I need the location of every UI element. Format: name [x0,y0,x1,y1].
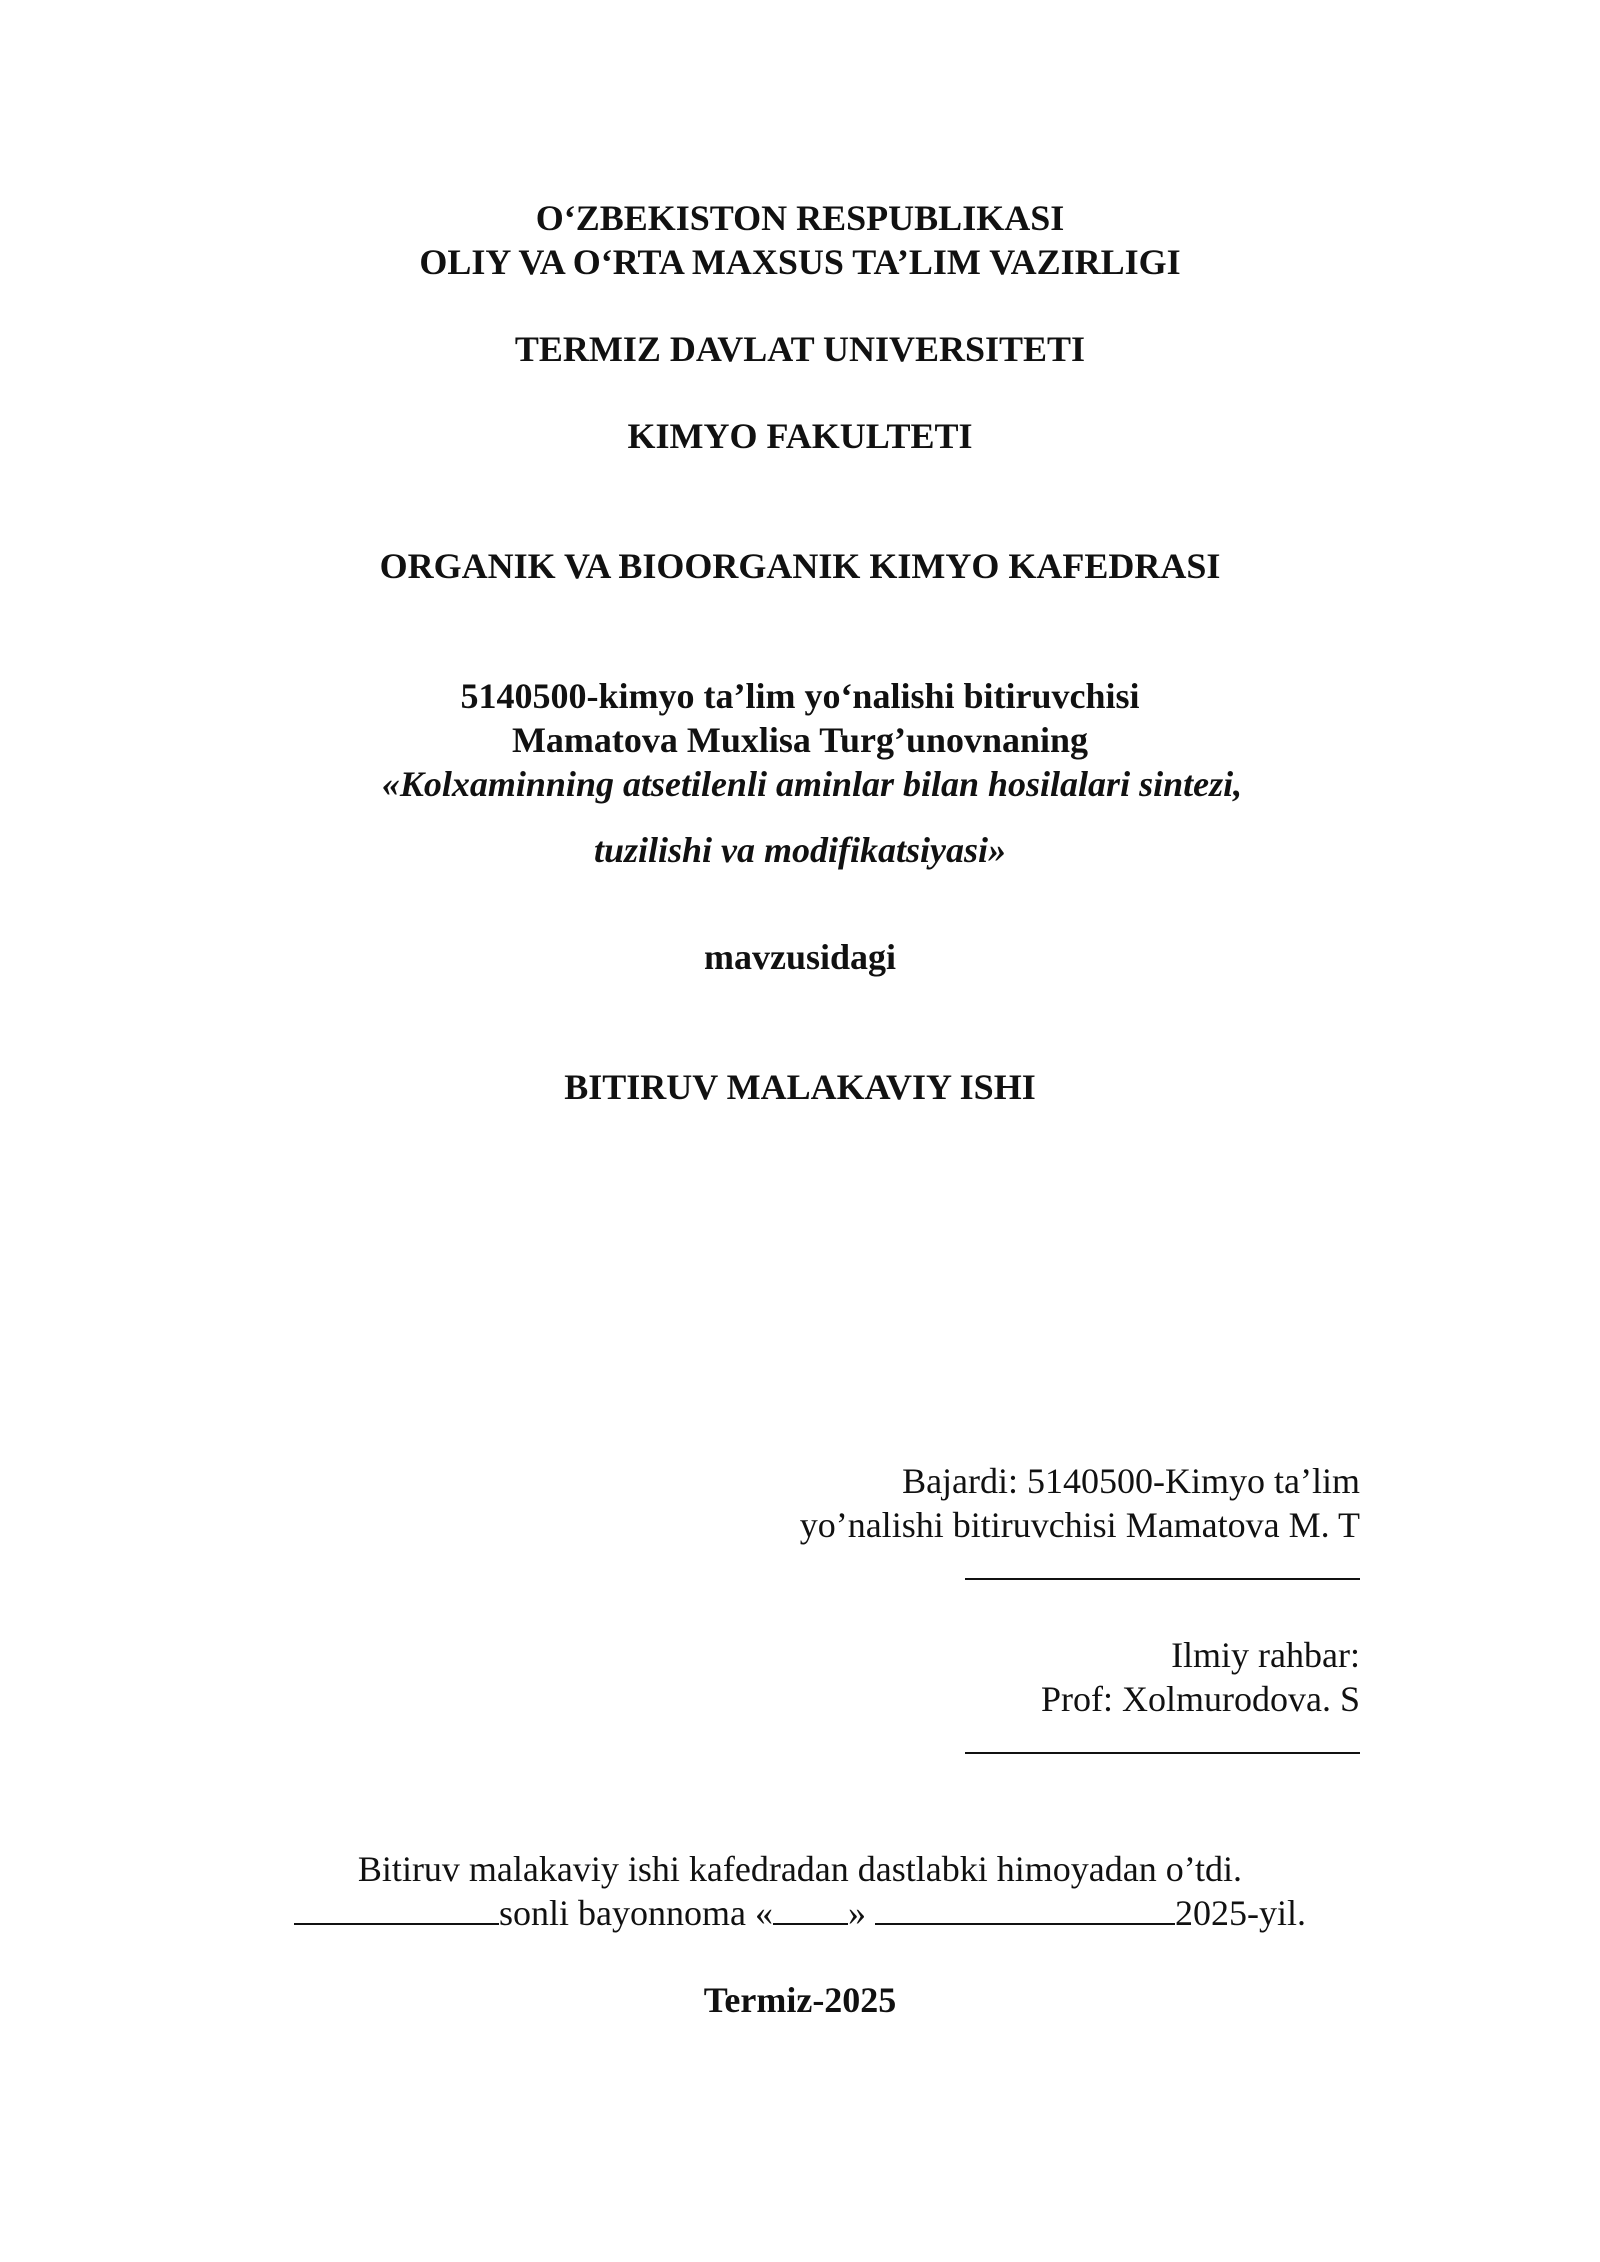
supervisor-name: Prof: Xolmurodova. S [1041,1679,1360,1719]
protocol-text: sonli bayonnoma « [499,1893,773,1933]
author-line: Mamatova Muxlisa Turg’unovnaning [511,720,1089,760]
topic-line-2: tuzilishi va modifikatsiyasi» [593,830,1007,870]
program-line: 5140500-kimyo ta’lim yo‘nalishi bitiruvchisi [460,676,1140,716]
day-blank [773,1893,848,1925]
year-text: 2025-yil. [1174,1893,1306,1933]
faculty-name: KIMYO FAKULTETI [627,416,973,456]
university-name: TERMIZ DAVLAT UNIVERSITETI [514,329,1086,369]
quote-close: » [847,1893,866,1933]
ministry-name: OLIY VA O‘RTA MAXSUS TA’LIM VAZIRLIGI [419,242,1181,282]
department-name: ORGANIK VA BIOORGANIK KIMYO KAFEDRASI [379,546,1221,586]
protocol-number-blank [294,1893,499,1925]
supervisor-signature-line [965,1752,1360,1754]
defense-protocol-line [0,1891,1600,1935]
work-type-heading: BITIRUV MALAKAVIY ISHI [564,1067,1036,1107]
performer-line-2: yo’nalishi bitiruvchisi Mamatova M. T [799,1505,1360,1545]
defense-statement: Bitiruv malakaviy ishi kafedradan dastlabki himoyadan o’tdi. [357,1849,1243,1889]
topic-line-1: «Kolxaminning atsetilenli aminlar bilan hosilalari sintezi, [381,764,1243,804]
place-year: Termiz-2025 [703,1980,897,2020]
month-blank [875,1893,1175,1925]
performer-line-1: Bajardi: 5140500-Kimyo ta’lim [902,1461,1360,1501]
topic-suffix: mavzusidagi [703,937,897,977]
country-name: O‘ZBEKISTON RESPUBLIKASI [535,198,1065,238]
performer-signature-line [965,1578,1360,1580]
supervisor-label: Ilmiy rahbar: [1171,1635,1360,1675]
